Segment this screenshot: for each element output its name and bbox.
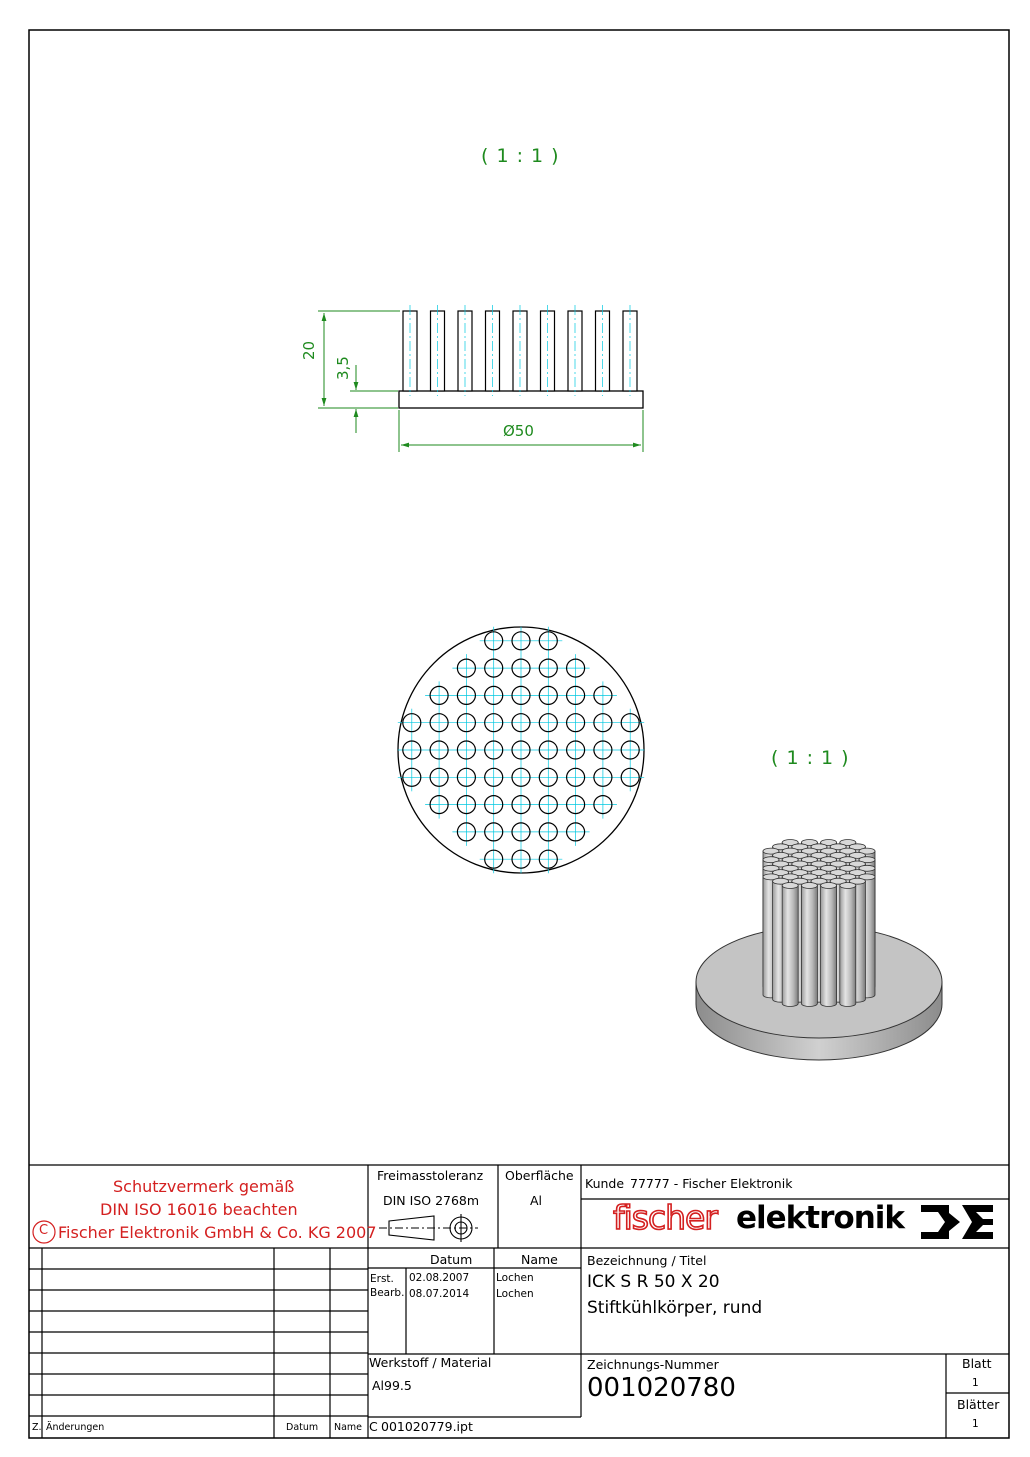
file-prefix: C — [369, 1419, 378, 1434]
blatt-label: Blatt — [962, 1356, 992, 1371]
changes-name-label: Name — [334, 1422, 363, 1433]
changes-z-label: Z. — [32, 1422, 42, 1433]
iso-view — [696, 840, 942, 1061]
iso-pin-cap — [782, 883, 798, 889]
title-label: Bezeichnung / Titel — [587, 1253, 707, 1268]
iso-pin-cap — [840, 883, 856, 889]
base-plate-side — [399, 391, 643, 408]
bearb-label: Bearb. — [370, 1287, 405, 1299]
file-name: 001020779.ipt — [381, 1419, 473, 1434]
title-line-1: ICK S R 50 X 20 — [587, 1272, 720, 1292]
top-view — [398, 627, 644, 873]
dim-height-label: 20 — [300, 340, 318, 360]
dim-base-label: 3,5 — [334, 356, 352, 380]
side-pins — [403, 305, 637, 396]
blaetter-label: Blätter — [957, 1397, 1000, 1412]
title-line-2: Stiftkühlkörper, rund — [587, 1298, 763, 1318]
iso-pin-body — [801, 886, 817, 1007]
customer-value: 77777 - Fischer Elektronik — [630, 1176, 793, 1191]
iso-pins — [763, 840, 875, 1007]
name-header: Name — [521, 1252, 558, 1267]
logo-arrow-icon — [921, 1205, 993, 1239]
erst-label: Erst. — [370, 1273, 394, 1285]
bearb-name: Lochen — [496, 1288, 534, 1300]
top-view-scale: ( 1 : 1 ) — [481, 145, 560, 167]
iso-pin-body — [782, 886, 798, 1007]
tolerance-value: DIN ISO 2768m — [383, 1193, 480, 1208]
dim-diameter-label: Ø50 — [503, 422, 534, 440]
iso-pin-cap — [821, 883, 837, 889]
copyright-letter: C — [39, 1223, 49, 1238]
protection-line-2: DIN ISO 16016 beachten — [100, 1200, 298, 1219]
iso-pin-cap — [801, 883, 817, 889]
protection-line-3: Fischer Elektronik GmbH & Co. KG 2007 — [58, 1223, 377, 1242]
tolerance-label: Freimasstoleranz — [377, 1168, 484, 1183]
iso-view-scale: ( 1 : 1 ) — [771, 747, 850, 769]
drawing-number: 001020780 — [587, 1373, 736, 1403]
top-centerlines — [398, 627, 644, 873]
iso-pin-body — [840, 886, 856, 1007]
tolerance-symbol-icon — [379, 1214, 478, 1242]
logo-fischer: fischer — [613, 1198, 717, 1237]
surface-label: Oberfläche — [505, 1168, 574, 1183]
material-value: Al99.5 — [372, 1378, 412, 1393]
surface-value: Al — [530, 1193, 543, 1208]
customer-label: Kunde — [585, 1176, 625, 1191]
datum-header: Datum — [430, 1252, 473, 1267]
protection-line-1: Schutzvermerk gemäß — [113, 1177, 295, 1196]
material-label: Werkstoff / Material — [369, 1355, 492, 1370]
changes-datum-label: Datum — [286, 1422, 319, 1433]
drawing-number-label: Zeichnungs-Nummer — [587, 1357, 719, 1372]
blaetter-value: 1 — [972, 1418, 979, 1430]
side-view — [318, 305, 643, 452]
iso-pin-body — [821, 886, 837, 1007]
blatt-value: 1 — [972, 1377, 979, 1389]
bearb-date: 08.07.2014 — [409, 1288, 470, 1300]
changes-aenderungen-label: Änderungen — [46, 1422, 105, 1433]
erst-name: Lochen — [496, 1272, 534, 1284]
erst-date: 02.08.2007 — [409, 1272, 470, 1284]
logo-elektronik: elektronik — [736, 1200, 905, 1236]
